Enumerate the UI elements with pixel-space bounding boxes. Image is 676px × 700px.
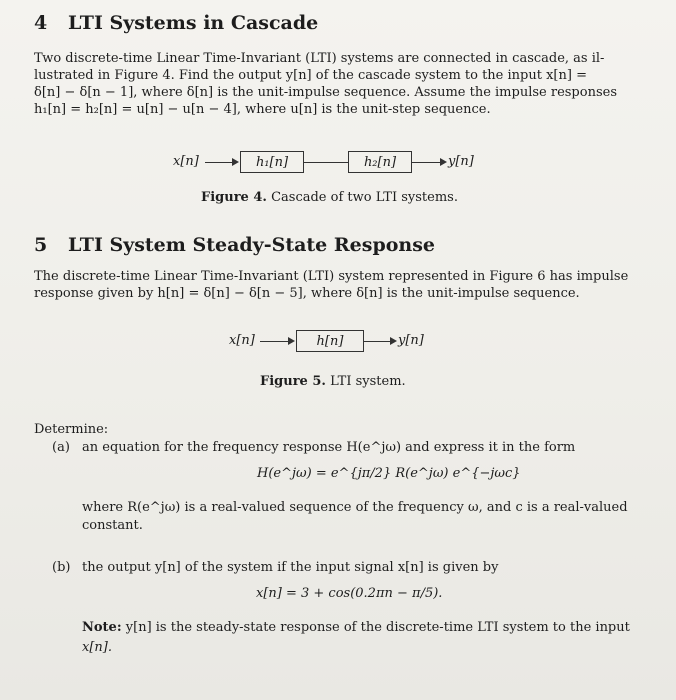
- note-line-2: x[n].: [82, 640, 112, 655]
- fig4-arrow-1: [232, 158, 239, 166]
- part-a-equation: H(e^jω) = e^{jπ/2} R(e^jω) e^{−jωc}: [257, 466, 521, 481]
- figure-5-caption-label: Figure 5.: [260, 374, 326, 389]
- section-5-line-1: The discrete-time Linear Time-Invariant (LTI) system represented in Figure 6 has impulse: [34, 269, 629, 284]
- fig4-arrow-3: [440, 158, 447, 166]
- fig4-wire-3: [412, 162, 442, 163]
- fig4-block-h2: h₂[n]: [348, 151, 412, 173]
- section-5-title: LTI System Steady-State Response: [68, 234, 436, 256]
- section-5-number: 5: [34, 234, 48, 256]
- fig4-wire-1: [205, 162, 235, 163]
- fig4-output-label: y[n]: [448, 154, 474, 169]
- fig4-block-h1: h₁[n]: [240, 151, 304, 173]
- part-a: [52, 440, 575, 455]
- fig5-wire-1: [260, 341, 290, 342]
- figure-5-caption: [260, 374, 406, 389]
- section-4-number: 4: [34, 12, 48, 34]
- note-line-1: y[n] is the steady-state response of the discrete-time LTI system to the input: [125, 620, 630, 635]
- part-b-equation: x[n] = 3 + cos(0.2πn − π/5).: [256, 586, 443, 601]
- part-b-text: the output y[n] of the system if the input signal x[n] is given by: [82, 560, 499, 575]
- part-a-text: an equation for the frequency response H(e^jω) and express it in the form: [82, 440, 576, 455]
- figure-4-caption-label: Figure 4.: [201, 190, 267, 205]
- section-4-line-2: lustrated in Figure 4. Find the output y[n] of the cascade system to the input x[n] =: [34, 68, 587, 83]
- part-a-where-line-2: constant.: [82, 518, 143, 533]
- figure-5-caption-text: LTI system.: [330, 374, 406, 389]
- fig5-input-label: x[n]: [229, 333, 255, 348]
- part-b: [52, 560, 498, 575]
- note-label: Note:: [82, 620, 122, 635]
- section-4-line-1: Two discrete-time Linear Time-Invariant (LTI) systems are connected in cascade, as il-: [34, 51, 605, 66]
- figure-4-caption-text: Cascade of two LTI systems.: [271, 190, 458, 205]
- section-4-line-3: δ[n] − δ[n − 1], where δ[n] is the unit-impulse sequence. Assume the impulse responses: [34, 85, 617, 100]
- fig4-input-label: x[n]: [173, 154, 199, 169]
- section-5-line-2: response given by h[n] = δ[n] − δ[n − 5], where δ[n] is the unit-impulse sequence.: [34, 286, 580, 301]
- fig5-wire-2: [364, 341, 392, 342]
- determine-label: Determine:: [34, 422, 109, 437]
- section-5-paragraph: [34, 268, 634, 302]
- part-b-label: (b): [52, 560, 71, 575]
- fig5-block-h: h[n]: [296, 330, 364, 352]
- fig5-arrow-1: [288, 337, 295, 345]
- section-5-heading: [34, 234, 435, 256]
- section-4-line-4: h₁[n] = h₂[n] = u[n] − u[n − 4], where u[n] is the unit-step sequence.: [34, 102, 491, 117]
- figure-4-caption: [201, 190, 458, 205]
- part-a-label: (a): [52, 440, 70, 455]
- note: [82, 620, 630, 635]
- fig5-arrow-2: [390, 337, 397, 345]
- section-4-heading: [34, 12, 318, 34]
- fig4-wire-2: [304, 162, 348, 163]
- section-4-title: LTI Systems in Cascade: [68, 12, 319, 34]
- fig5-output-label: y[n]: [398, 333, 424, 348]
- part-a-where-line-1: where R(e^jω) is a real-valued sequence of the frequency ω, and c is a real-valued: [82, 500, 628, 515]
- section-4-paragraph: [34, 50, 634, 118]
